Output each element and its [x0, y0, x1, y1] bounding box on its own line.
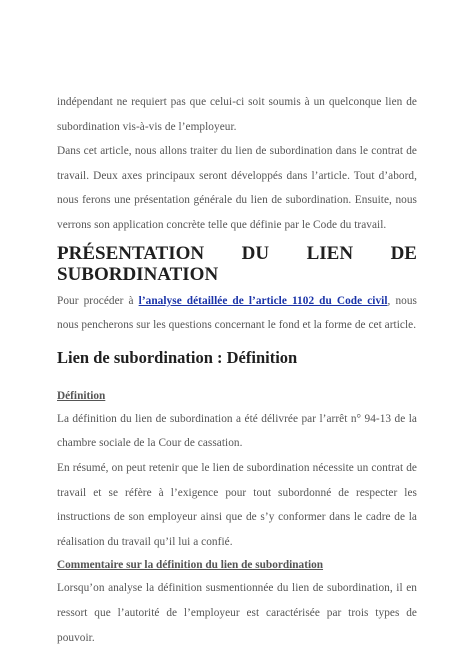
paragraph-article-intro: Dans cet article, nous allons traiter du lien de subordination dans le contrat de travail. Deux axes principaux seront développés dans l’article. Tout d’abord, nous ferons une présentation générale du lien de subordination. Ensuite, nous verrons son application concrète telle que définie par le Code du travail.	[57, 145, 417, 231]
document-page	[57, 90, 417, 650]
paragraph-continuation	[57, 90, 417, 139]
text-run: , nous nous pencherons sur les questions concernant le fond et la forme de cet article.	[57, 294, 417, 332]
paragraph-analysis	[57, 289, 417, 338]
heading-word: DU	[241, 242, 270, 264]
heading-word: LIEN	[306, 242, 354, 264]
heading-line: SUBORDINATION	[57, 263, 219, 285]
text-run: Pour procéder à	[57, 294, 139, 307]
article-link[interactable]: l’analyse détaillée de l’article 1102 du Code civil	[138, 294, 388, 307]
subsection-heading: Lien de subordination : Définition	[57, 347, 298, 367]
paragraph-line: indépendant ne requiert pas que celui-ci soit soumis à un quelconque lien de	[57, 96, 417, 108]
paragraph-commentary: Lorsqu’on analyse la définition susmentionnée du lien de subordination, il en ressort que l’autorité de l’employeur est caractérisée par trois types de pouvoir.	[57, 582, 417, 644]
heading-word: PRÉSENTATION	[57, 242, 205, 264]
section-heading	[57, 243, 417, 285]
paragraph-summary: En résumé, on peut retenir que le lien de subordination nécessite un contrat de travail et se réfère à l’exigence pour tout subordonné de respecter les instructions de son employeur ainsi que de s’y conformer dans le cadre de la réalisation du travail qu’il lui a confié.	[57, 461, 417, 548]
paragraph-line: subordination vis-à-vis de l’employeur.	[57, 120, 237, 133]
commentary-subheading: Commentaire sur la définition du lien de subordination	[57, 559, 324, 572]
definition-subheading: Définition	[57, 389, 106, 402]
heading-word: DE	[390, 242, 417, 264]
paragraph-definition: La définition du lien de subordination a été délivrée par l’arrêt n° 94-13 de la chambre sociale de la Cour de cassation.	[57, 412, 417, 450]
